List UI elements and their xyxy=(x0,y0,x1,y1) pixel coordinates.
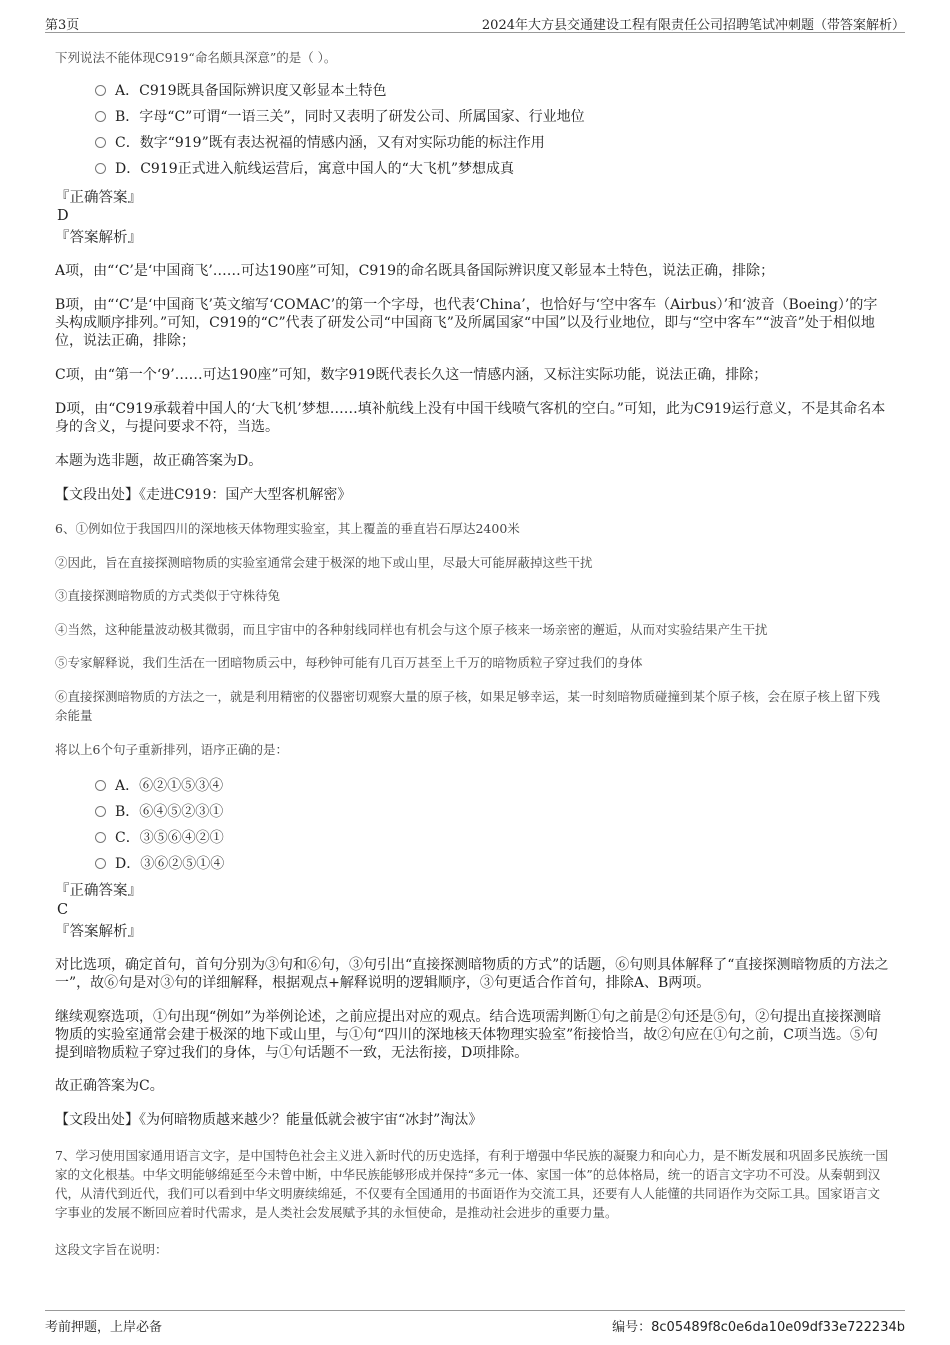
q5-option-b[interactable]: B．字母“C”可谓“一语三关”，同时又表明了研发公司、所属国家、行业地位 xyxy=(95,107,585,127)
q5-analysis-a: A项，由“‘C’是‘中国商飞’……可达190座”可知，C919的命名既具备国际辨识度又彰显本土特色，说法正确，排除； xyxy=(55,263,775,279)
q7-stem: 这段文字旨在说明： xyxy=(55,1242,168,1257)
q6-option-d[interactable]: D．③⑥②⑤①④ xyxy=(95,854,224,874)
q6-answer: C xyxy=(57,902,69,918)
q6-answer-label: 『正确答案』 xyxy=(55,883,142,899)
q6-sentence-5: ⑤专家解释说，我们生活在一团暗物质云中，每秒钟可能有几百万甚至上千万的暗物质粒子穿过我们的身体 xyxy=(55,655,643,670)
q6-sentence-6: ⑥直接探测暗物质的方法之一，就是利用精密的仪器密切观察大量的原子核，如果足够幸运，某一时刻暗物质碰撞到某个原子核，会在原子核上留下残余能量 xyxy=(55,689,881,723)
q5-option-a[interactable]: A．C919既具备国际辨识度又彰显本土特色 xyxy=(95,81,387,101)
q6-analysis-1: 对比选项，确定首句，首句分别为③句和⑥句，③句引出“直接探测暗物质的方式”的话题，⑥句则具体解释了“直接探测暗物质的方法之一”，故⑥句是对③句的详细解释，根据观点+解释说明的逻辑顺序，③句更适合作首句，排除A、B两项。 xyxy=(55,957,889,991)
q5-answer: D xyxy=(57,208,69,224)
q5-analysis-d: D项，由“C919承载着中国人的‘大飞机’梦想……填补航线上没有中国干线喷气客机的空白。”可知，此为C919运行意义，不是其命名本身的含义，与提问要求不符，当选。 xyxy=(55,401,886,435)
q6-source: 【文段出处】《为何暗物质越来越少？能量低就会被宇宙“冰封”淘汰》 xyxy=(55,1112,483,1128)
q6-sentence-2: ②因此，旨在直接探测暗物质的实验室通常会建于极深的地下或山里，尽最大可能屏蔽掉这些干扰 xyxy=(55,555,593,570)
radio-icon[interactable] xyxy=(95,832,106,843)
q5-stem: 下列说法不能体现C919“命名颇具深意”的是（ ）。 xyxy=(55,50,337,65)
page-footer xyxy=(45,1310,905,1335)
q5-analysis-label: 『答案解析』 xyxy=(55,230,142,246)
code-value: 8c05489f8c0e6da10e09df33e722234b xyxy=(651,1320,905,1335)
radio-icon[interactable] xyxy=(95,85,106,96)
q6-option-c[interactable]: C．③⑤⑥④②① xyxy=(95,828,224,848)
q6-stem: 将以上6个句子重新排列，语序正确的是： xyxy=(55,742,288,757)
q5-conclusion: 本题为选非题，故正确答案为D。 xyxy=(55,453,263,469)
document-title: 2024年大方县交通建设工程有限责任公司招聘笔试冲刺题（带答案解析） xyxy=(481,18,905,33)
page-number: 第3页 xyxy=(45,18,80,33)
q5-option-c[interactable]: C．数字“919”既有表达祝福的情感内涵，又有对实际功能的标注作用 xyxy=(95,133,545,153)
q6-option-b[interactable]: B．⑥④⑤②③① xyxy=(95,802,223,822)
document-code xyxy=(612,1316,905,1335)
q6-conclusion: 故正确答案为C。 xyxy=(55,1078,164,1094)
radio-icon[interactable] xyxy=(95,780,106,791)
q5-analysis-b: B项，由“‘C’是‘中国商飞’英文缩写‘COMAC’的第一个字母，也代表‘China’，也恰好与‘空中客车（Airbus）’和‘波音（Boeing）’的字头构成顺序排列。”可知，C919的“C”代表了研发公司“中国商飞”及所属国家“中国”以及行业地位，即与“空中客车”“波音”处于相似地位，说法正确，排除； xyxy=(55,297,878,349)
radio-icon[interactable] xyxy=(95,806,106,817)
radio-icon[interactable] xyxy=(95,111,106,122)
q6-sentence-4: ④当然，这种能量波动极其微弱，而且宇宙中的各种射线同样也有机会与这个原子核来一场亲密的邂逅，从而对实验结果产生干扰 xyxy=(55,622,768,637)
radio-icon[interactable] xyxy=(95,858,106,869)
q5-answer-label: 『正确答案』 xyxy=(55,190,142,206)
q6-sentence-3: ③直接探测暗物质的方式类似于守株待兔 xyxy=(55,588,281,603)
radio-icon[interactable] xyxy=(95,137,106,148)
q6-analysis-label: 『答案解析』 xyxy=(55,924,142,940)
q5-analysis-c: C项，由“第一个‘9’……可达190座”可知，数字919既代表长久这一情感内涵，又标注实际功能，说法正确，排除； xyxy=(55,367,768,383)
q7-passage: 7、学习使用国家通用语言文字，是中国特色社会主义进入新时代的历史选择，有利于增强中华民族的凝聚力和向心力，是不断发展和巩固多民族统一国家的文化根基。中华文明能够绵延至今未曾中断，中华民族能够形成并保持“多元一体、家国一体”的总体格局，统一的语言文字功不可没。从秦朝到汉代，从清代到近代，我们可以看到中华文明赓续绵延，不仅要有全国通用的书面语作为交流工具，还要有人人能懂的共同语作为交际工具。国家语言文字事业的发展不断回应着时代需求，是人类社会发展赋予其的永恒使命，是推动社会进步的重要力量。 xyxy=(55,1148,888,1220)
code-label: 编号： xyxy=(612,1320,652,1335)
q6-analysis-2: 继续观察选项，①句出现“例如”为举例论述，之前应提出对应的观点。结合选项需判断①句之前是②句还是⑤句，②句提出直接探测暗物质的实验室通常会建于极深的地下或山里，与①句“四川的深地核天体物理实验室”衔接恰当，故②句应在①句之前，C项当选。⑤句提到暗物质粒子穿过我们的身体，与①句话题不一致，无法衔接，D项排除。 xyxy=(55,1009,882,1061)
footer-slogan: 考前押题，上岸必备 xyxy=(45,1320,163,1335)
q5-source: 【文段出处】《走进C919：国产大型客机解密》 xyxy=(55,487,352,503)
page-header xyxy=(45,12,905,33)
q5-option-d[interactable]: D．C919正式进入航线运营后，寓意中国人的“大飞机”梦想成真 xyxy=(95,159,514,179)
radio-icon[interactable] xyxy=(95,163,106,174)
q6-sentence-1: 6、①例如位于我国四川的深地核天体物理实验室，其上覆盖的垂直岩石厚达2400米 xyxy=(55,521,520,536)
q6-option-a[interactable]: A．⑥②①⑤③④ xyxy=(95,776,223,796)
